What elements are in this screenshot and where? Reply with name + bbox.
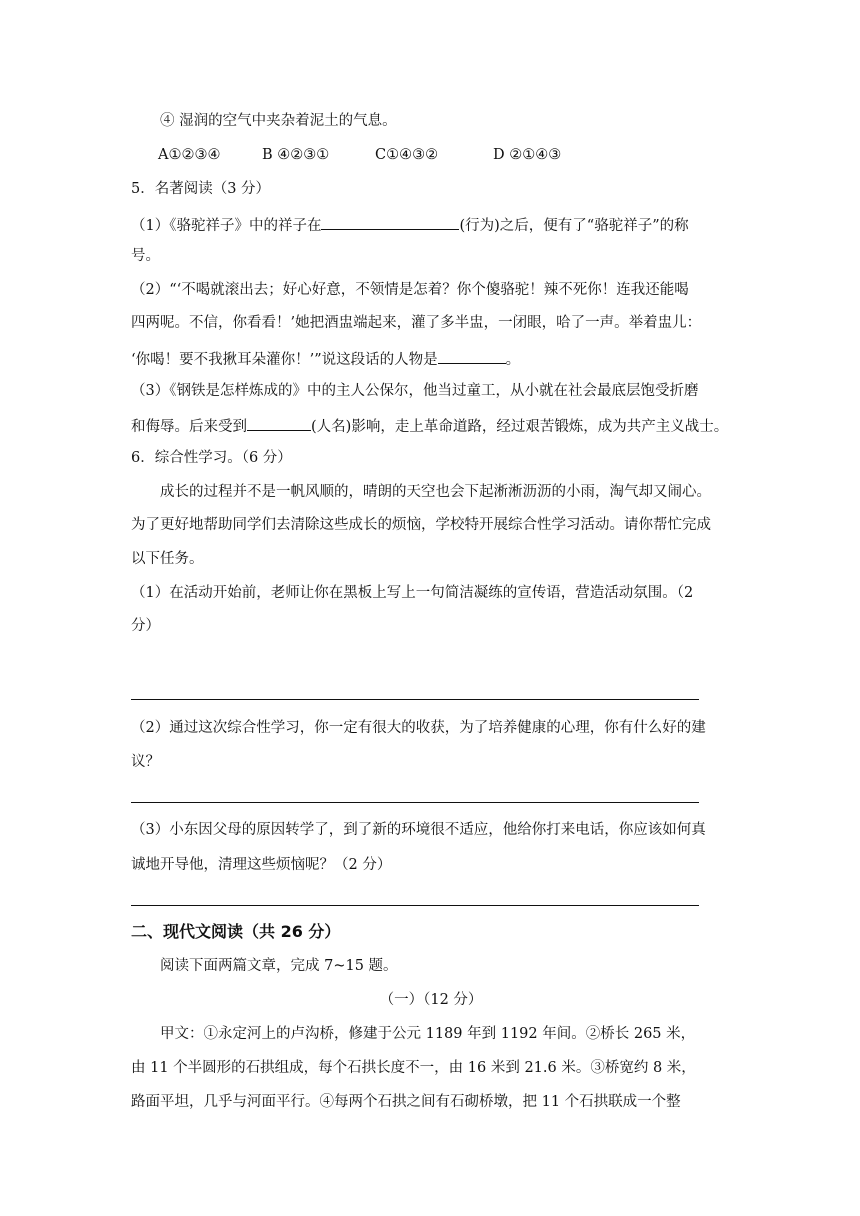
q5-part1-line1: [131, 213, 731, 236]
q6-task1-line2: 分）: [131, 618, 160, 634]
q6-task3-line2: 诚地开导他，清理这些烦恼呢？（2 分）: [131, 857, 392, 873]
q6-task3-line1: （3）小东因父母的原因转学了，到了新的环境很不适应，他给你打来电话，你应该如何真: [131, 822, 706, 838]
q4-item-4: ④ 湿润的空气中夹杂着泥土的气息。: [160, 113, 397, 129]
q5-part3-line1: （3）《钢铁是怎样炼成的》中的主人公保尔，他当过童工，从小就在社会最底层饱受折磨: [131, 383, 699, 399]
q5-part2-text-a: ‘你喝！要不我揪耳朵灌你！’”说这段话的人物是: [131, 352, 438, 368]
section2-text-jia-line3: 路面平坦，几乎与河面平行。④每两个石拱之间有石砌桥墩，把 11 个石拱联成一个整: [131, 1094, 681, 1110]
q4-option-b: B ④②③①: [262, 147, 330, 163]
q5-part2-line3: [131, 347, 731, 370]
q5-part2-line2: 四两呢。不信，你看看！’她把酒盅端起来，灌了多半盅，一闭眼，哈了一声。举着盅儿：: [131, 315, 702, 331]
q5-part2-answer-blank[interactable]: [438, 347, 506, 364]
q5-part1-text-b: (行为)之后，便有了“骆驼祥子”的称: [459, 218, 689, 234]
q6-intro-line1: 成长的过程并不是一帆风顺的，晴朗的天空也会下起淅淅沥沥的小雨，淘气却又闹心。: [160, 484, 711, 500]
q5-title: 5．名著阅读（3 分）: [131, 181, 271, 197]
q4-option-a: A①②③④: [158, 147, 221, 163]
q6-task1-line1: （1）在活动开始前，老师让你在黑板上写上一句简洁凝练的宣传语，营造活动氛围。（2: [131, 585, 694, 601]
q4-option-d: D ②①④③: [493, 147, 562, 163]
q6-task2-line1: （2）通过这次综合性学习，你一定有很大的收获，为了培养健康的心理，你有什么好的建: [131, 720, 706, 736]
q5-part2-line1: （2）“‘不喝就滚出去；好心好意，不领情是怎着？你个傻骆驼！辣不死你！连我还能喝: [131, 282, 689, 298]
section2-heading: 二、现代文阅读（共 26 分）: [131, 922, 341, 941]
q5-part3-text-a: 和侮辱。后来受到: [131, 419, 247, 435]
q6-task3-answer-line[interactable]: [131, 905, 699, 906]
q5-part2-text-b: 。: [505, 352, 521, 368]
q6-task2-answer-line[interactable]: [131, 802, 699, 803]
q5-part1-line2: 号。: [131, 248, 160, 264]
q5-part3-text-b: (人名)影响，走上革命道路，经过艰苦锻炼，成为共产主义战士。: [311, 419, 729, 435]
section2-instruction: 阅读下面两篇文章，完成 7~15 题。: [160, 958, 398, 974]
q6-title: 6．综合性学习。（6 分）: [131, 450, 292, 466]
q5-part3-answer-blank[interactable]: [247, 414, 311, 431]
q4-option-c: C①④③②: [375, 147, 439, 163]
section2-text-jia-line2: 由 11 个半圆形的石拱组成，每个石拱长度不一，由 16 米到 21.6 米。③桥宽约 8 米，: [131, 1060, 696, 1076]
q5-part1-text-a: （1）《骆驼祥子》中的祥子在: [131, 218, 322, 234]
section2-text-jia-line1: 甲文：①永定河上的卢沟桥，修建于公元 1189 年到 1192 年间。②桥长 265 米，: [160, 1026, 696, 1042]
q5-part3-line2: [131, 414, 731, 437]
q5-part1-answer-blank[interactable]: [321, 213, 459, 230]
q6-task2-line2: 议？: [131, 754, 160, 770]
q6-intro-line2: 为了更好地帮助同学们去清除这些成长的烦恼，学校特开展综合性学习活动。请你帮忙完成: [131, 517, 711, 533]
section2-part1-title: （一）（12 分）: [379, 992, 483, 1008]
q6-intro-line3: 以下任务。: [131, 551, 204, 567]
q6-task1-answer-line[interactable]: [131, 699, 699, 700]
